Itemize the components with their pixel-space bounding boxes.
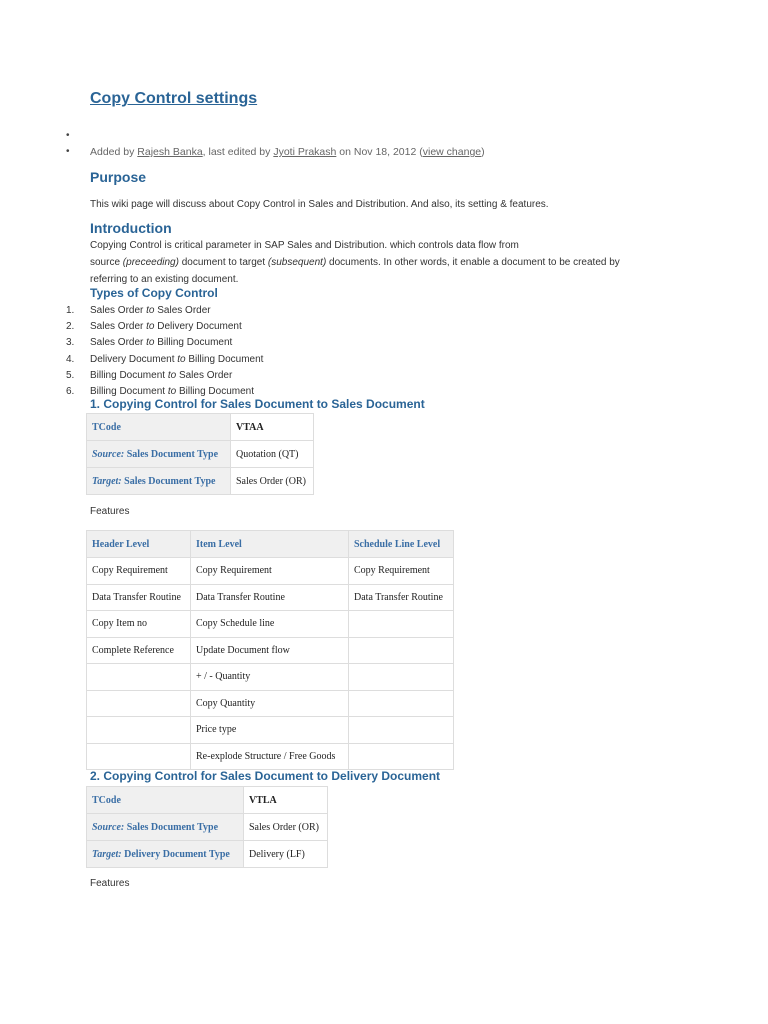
introduction-text <box>90 237 690 288</box>
features-header-cell: Item Level <box>191 531 349 558</box>
meta-date: on Nov 18, 2012 <box>339 146 417 158</box>
table-cell <box>349 637 454 664</box>
table-row <box>87 611 454 638</box>
editor-link[interactable]: Jyoti Prakash <box>273 146 337 158</box>
table-cell <box>349 690 454 717</box>
types-list-item: Sales Order to Delivery Document <box>90 321 242 333</box>
source-label: Source: Sales Document Type <box>87 814 244 841</box>
target-value: Delivery (LF) <box>244 841 328 868</box>
types-list-item: Billing Document to Billing Document <box>90 386 254 397</box>
table-row <box>87 584 454 611</box>
types-list-item: Sales Order to Sales Order <box>90 305 211 316</box>
source-label: Source: Sales Document Type <box>87 441 231 468</box>
target-value: Sales Order (OR) <box>231 468 314 495</box>
intro-line-3: referring to an existing document. <box>90 274 239 285</box>
tcode-label: TCode <box>87 414 231 441</box>
types-list-number: 2. <box>66 321 75 333</box>
section1-heading: 1. Copying Control for Sales Document to Sales Document <box>90 397 425 411</box>
table-cell: Update Document flow <box>191 637 349 664</box>
table-cell: Data Transfer Routine <box>87 584 191 611</box>
table-cell <box>87 743 191 770</box>
author-link[interactable]: Rajesh Banka <box>137 146 203 158</box>
table-cell: Data Transfer Routine <box>191 584 349 611</box>
types-list-number: 6. <box>66 386 75 397</box>
types-heading: Types of Copy Control <box>90 286 218 300</box>
table-cell <box>87 717 191 744</box>
table-row <box>87 637 454 664</box>
types-list-number: 1. <box>66 305 75 316</box>
types-list-number: 4. <box>66 353 75 365</box>
empty-bullet: • <box>66 130 70 141</box>
section1-features-label: Features <box>90 506 130 517</box>
purpose-text: This wiki page will discuss about Copy Control in Sales and Distribution. And also, its setting & features. <box>90 199 549 210</box>
section1-features-table <box>86 530 454 770</box>
table-cell: Copy Schedule line <box>191 611 349 638</box>
table-cell: Copy Requirement <box>191 558 349 585</box>
table-cell: Copy Requirement <box>349 558 454 585</box>
purpose-heading: Purpose <box>90 169 147 185</box>
types-list-item: Sales Order to Billing Document <box>90 337 233 349</box>
target-label: Target: Sales Document Type <box>87 468 231 495</box>
table-cell <box>349 743 454 770</box>
table-cell: Data Transfer Routine <box>349 584 454 611</box>
types-list-item: Delivery Document to Billing Document <box>90 353 264 365</box>
meta-mid: , last edited by <box>202 146 271 158</box>
table-cell <box>349 717 454 744</box>
intro-line-1: Copying Control is critical parameter in SAP Sales and Distribution. which controls data flow from <box>90 240 519 251</box>
page-metadata: Added by Rajesh Banka, last edited by Jyoti Prakash on Nov 18, 2012 (view change) <box>90 146 485 158</box>
types-list-number: 3. <box>66 337 75 349</box>
table-cell: Copy Requirement <box>87 558 191 585</box>
section2-heading: 2. Copying Control for Sales Document to Delivery Document <box>90 769 441 783</box>
target-label: Target: Delivery Document Type <box>87 841 244 868</box>
features-header-cell: Schedule Line Level <box>349 531 454 558</box>
table-cell: Price type <box>191 717 349 744</box>
meta-prefix: Added by <box>90 146 135 158</box>
table-cell <box>87 690 191 717</box>
intro-line-2: source (preceeding) document to target (subsequent) documents. In other words, it enable a document to be created by <box>90 257 620 268</box>
table-cell <box>87 664 191 691</box>
table-cell <box>349 664 454 691</box>
table-row <box>87 743 454 770</box>
meta-bullet: • <box>66 146 70 157</box>
table-row <box>87 690 454 717</box>
table-cell: Complete Reference <box>87 637 191 664</box>
source-value: Sales Order (OR) <box>244 814 328 841</box>
table-cell <box>349 611 454 638</box>
tcode-value: VTAA <box>231 414 314 441</box>
table-row <box>87 717 454 744</box>
tcode-label: TCode <box>87 787 244 814</box>
section1-config-table <box>86 413 314 495</box>
page-title[interactable]: Copy Control settings <box>90 90 258 107</box>
table-cell: Copy Item no <box>87 611 191 638</box>
types-list-number: 5. <box>66 369 75 381</box>
table-row <box>87 664 454 691</box>
source-value: Quotation (QT) <box>231 441 314 468</box>
table-cell: Copy Quantity <box>191 690 349 717</box>
section2-features-label: Features <box>90 878 130 889</box>
table-cell: + / - Quantity <box>191 664 349 691</box>
types-list-item: Billing Document to Sales Order <box>90 369 233 381</box>
section2-config-table <box>86 786 328 868</box>
table-row <box>87 558 454 585</box>
view-change-link[interactable]: view change <box>422 146 482 158</box>
table-cell: Re-explode Structure / Free Goods <box>191 743 349 770</box>
tcode-value: VTLA <box>244 787 328 814</box>
introduction-heading: Introduction <box>90 220 172 236</box>
features-header-cell: Header Level <box>87 531 191 558</box>
